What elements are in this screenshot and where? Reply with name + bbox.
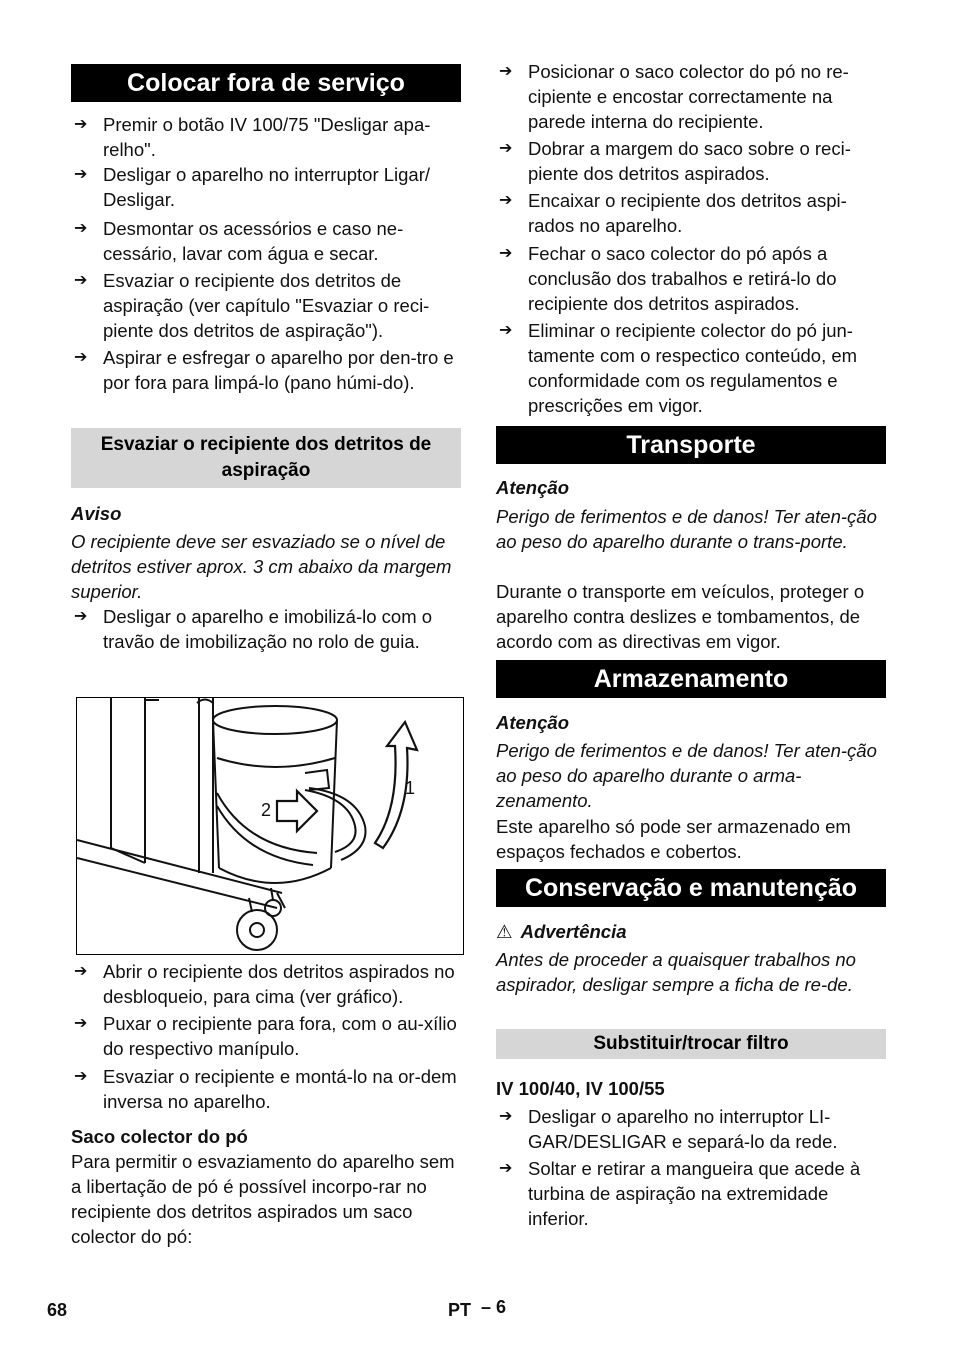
arrow-right-icon: ➔ xyxy=(499,192,513,209)
arrow-right-icon: ➔ xyxy=(499,1160,513,1177)
list-item: ➔ Desligar o aparelho e imobilizá-lo com o travão de imobilização no rolo de guia. xyxy=(74,606,433,652)
arrow-right-icon: ➔ xyxy=(74,1015,88,1032)
aviso-label: Aviso xyxy=(71,503,122,524)
models-heading: IV 100/40, IV 100/55 xyxy=(496,1078,665,1099)
vacuum-container-illustration xyxy=(76,697,464,955)
heading-armazenamento: Armazenamento xyxy=(496,660,886,698)
arrow-right-icon: ➔ xyxy=(499,245,513,262)
arrow-right-icon: ➔ xyxy=(74,608,88,625)
heading-colocar-fora-de-servico: Colocar fora de serviço xyxy=(71,64,461,102)
arrow-right-icon: ➔ xyxy=(74,166,88,183)
footer-section-page: – 6 xyxy=(481,1297,507,1317)
arrow-right-icon: ➔ xyxy=(74,220,88,237)
atencao-text: Perigo de ferimentos e de danos! Ter aten-ção ao peso do aparelho durante o trans-porte. xyxy=(496,506,877,552)
arrow-right-icon: ➔ xyxy=(499,322,513,339)
advertencia-text: Antes de proceder a quaisquer trabalhos no aspirador, desligar sempre a ficha de re-de. xyxy=(496,949,856,995)
advertencia-label: ⚠ Advertência xyxy=(496,921,627,942)
list-item: ➔ Desligar o aparelho no interruptor LI-GAR/DESLIGAR e separá-lo da rede. xyxy=(499,1106,838,1152)
list-item: ➔ Dobrar a margem do saco sobre o reci-piente dos detritos aspirados. xyxy=(499,138,851,184)
footer-language: PT xyxy=(448,1300,472,1320)
vacuum-drawing xyxy=(77,698,464,955)
arrow-right-icon: ➔ xyxy=(499,63,513,80)
arrow-right-icon: ➔ xyxy=(74,1068,88,1085)
armazenamento-text: Este aparelho só pode ser armazenado em espaços fechados e cobertos. xyxy=(496,816,851,862)
list-item: ➔ Fechar o saco colector do pó após a conclusão dos trabalhos e retirá-lo do recipiente dos detritos aspirados. xyxy=(499,243,837,314)
heading-conservacao-manutencao: Conservação e manutenção xyxy=(496,869,886,907)
figure-label-2: 2 xyxy=(261,800,272,820)
arrow-right-icon: ➔ xyxy=(74,349,88,366)
list-item: ➔ Eliminar o recipiente colector do pó jun-tamente com o respectico conteúdo, em conformidade com os regulamentos e prescrições em vigor. xyxy=(499,320,858,416)
list-item: ➔ Posicionar o saco colector do pó no re-cipiente e encostar correctamente na parede interna do recipiente. xyxy=(499,61,849,132)
list-item: ➔ Abrir o recipiente dos detritos aspirados no desbloqueio, para cima (ver gráfico). xyxy=(74,961,455,1007)
atencao-label: Atenção xyxy=(496,712,569,733)
page-number: 68 xyxy=(47,1300,68,1320)
list-item: ➔ Encaixar o recipiente dos detritos aspi-rados no aparelho. xyxy=(499,190,847,236)
heading-esvaziar-recipiente: Esvaziar o recipiente dos detritos de aspiração xyxy=(71,428,461,488)
heading-saco-colector: Saco colector do pó xyxy=(71,1126,248,1147)
heading-substituir-filtro: Substituir/trocar filtro xyxy=(496,1029,886,1059)
arrow-right-icon: ➔ xyxy=(74,116,88,133)
figure-label-1: 1 xyxy=(405,778,416,798)
atencao-text: Perigo de ferimentos e de danos! Ter aten-ção ao peso do aparelho durante o arma-zenamento. xyxy=(496,740,877,811)
list-item: ➔ Esvaziar o recipiente dos detritos de aspiração (ver capítulo "Esvaziar o reci-piente dos detritos de aspiração"). xyxy=(74,270,430,341)
list-item: ➔ Puxar o recipiente para fora, com o au-xílio do respectivo manípulo. xyxy=(74,1013,457,1059)
aviso-text: O recipiente deve ser esvaziado se o nível de detritos estiver aprox. 3 cm abaixo da margem superior. xyxy=(71,531,452,602)
arrow-right-icon: ➔ xyxy=(499,140,513,157)
list-item: ➔ Desligar o aparelho no interruptor Ligar/ Desligar. xyxy=(74,164,431,210)
list-item: ➔ Aspirar e esfregar o aparelho por den-tro e por fora para limpá-lo (pano húmi-do). xyxy=(74,347,454,393)
arrow-right-icon: ➔ xyxy=(74,272,88,289)
transporte-text: Durante o transporte em veículos, proteger o aparelho contra deslizes e tombamentos, de acordo com as directivas em vigor. xyxy=(496,581,865,652)
heading-transporte: Transporte xyxy=(496,426,886,464)
arrow-right-icon: ➔ xyxy=(499,1108,513,1125)
list-item: ➔ Desmontar os acessórios e caso ne-cessário, lavar com água e secar. xyxy=(74,218,404,264)
warning-triangle-icon: ⚠ xyxy=(496,921,513,942)
atencao-label: Atenção xyxy=(496,477,569,498)
saco-text: Para permitir o esvaziamento do aparelho sem a libertação de pó é possível incorpo-rar no recipiente dos detritos aspirados um saco colector do pó: xyxy=(71,1151,455,1247)
list-item: ➔ Premir o botão IV 100/75 "Desligar apa-relho". xyxy=(74,114,431,160)
list-item: ➔ Soltar e retirar a mangueira que acede à turbina de aspiração na extremidade inferior. xyxy=(499,1158,861,1229)
list-item: ➔ Esvaziar o recipiente e montá-lo na or-dem inversa no aparelho. xyxy=(74,1066,457,1112)
arrow-right-icon: ➔ xyxy=(74,963,88,980)
